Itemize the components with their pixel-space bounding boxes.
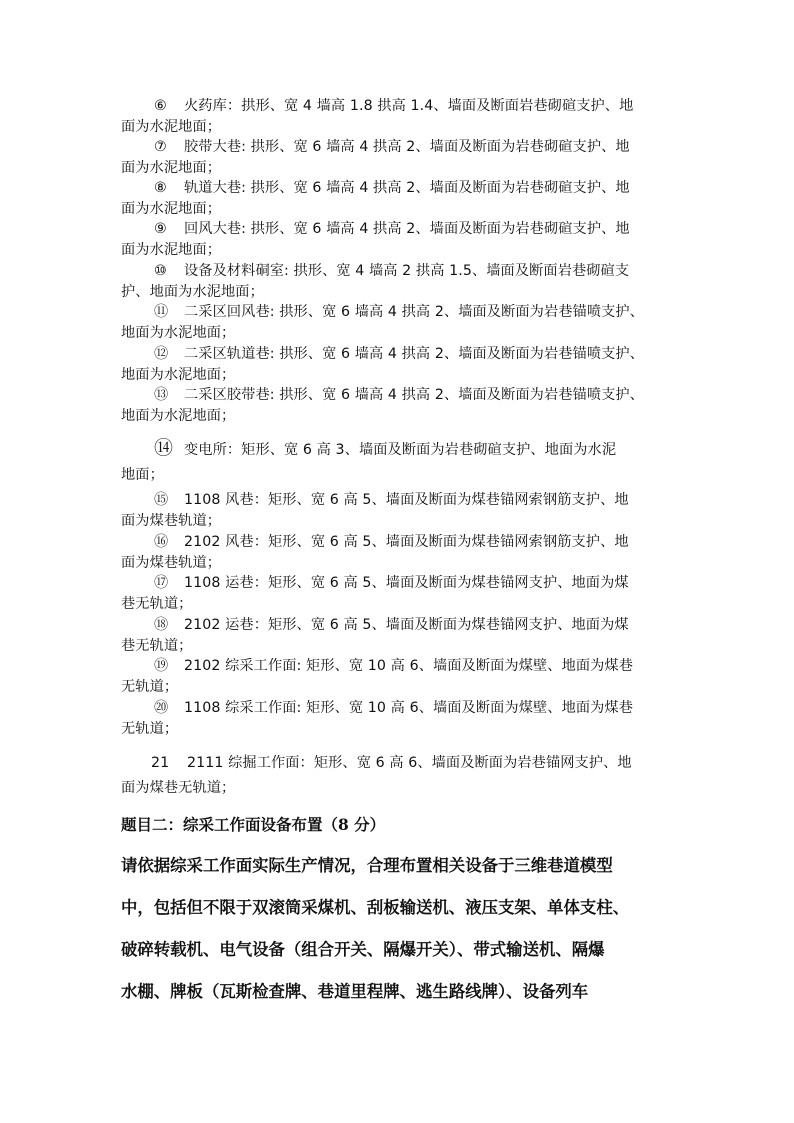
paragraph-line: 水棚、牌板（瓦斯检查牌、巷道里程牌、逃生路线牌）、设备列车	[121, 982, 589, 1001]
item-text-continued: 面为水泥地面；	[121, 160, 222, 176]
item-number: ⑫	[154, 346, 169, 362]
item-number: ⑥	[154, 98, 167, 114]
item-text-continued: 巷无轨道；	[121, 638, 193, 654]
item-number: ⑭	[154, 437, 174, 459]
item-text-continued: 面为煤巷轨道；	[121, 513, 222, 529]
list-item	[121, 753, 677, 799]
item-text-continued: 面为煤巷无轨道；	[121, 780, 236, 796]
paragraph-line: 请依据综采工作面实际生产情况，合理布置相关设备于三维巷道模型	[121, 856, 613, 875]
item-text-continued: 面为水泥地面；	[121, 201, 222, 217]
item-number: ⑧	[154, 180, 167, 196]
item-text: 回风大巷: 拱形、宽 6 墙高 4 拱高 2、墙面及断面为岩巷砌碹支护、地	[184, 221, 630, 237]
list-item	[121, 385, 677, 427]
item-number: 21	[151, 755, 170, 771]
item-text-continued: 无轨道；	[121, 721, 179, 737]
item-number: ⑮	[154, 492, 169, 508]
list-item	[121, 302, 677, 344]
item-text: 2102 风巷：矩形、宽 6 高 5、墙面及断面为煤巷锚网索钢筋支护、地	[184, 534, 629, 550]
item-text: 胶带大巷: 拱形、宽 6 墙高 4 拱高 2、墙面及断面为岩巷砌碹支护、地	[184, 139, 630, 155]
item-text: 2102 综采工作面: 矩形、宽 10 高 6、墙面及断面为煤壁、地面为煤巷	[184, 658, 634, 674]
item-text-continued: 地面为水泥地面；	[121, 367, 236, 383]
list-item	[121, 490, 677, 532]
paragraph-line: 中，包括但不限于双滚筒采煤机、刮板输送机、液压支架、单体支柱、	[121, 898, 630, 917]
item-number: ⑯	[154, 534, 169, 550]
item-text: 2111 综掘工作面：矩形、宽 6 高 6、墙面及断面为岩巷锚网支护、地	[187, 755, 632, 771]
item-text: 1108 综采工作面: 矩形、宽 10 高 6、墙面及断面为煤壁、地面为煤巷	[184, 700, 634, 716]
list-item	[121, 698, 677, 740]
item-number: ⑨	[154, 221, 167, 237]
list-item	[121, 96, 677, 138]
item-number: ⑩	[154, 263, 167, 279]
item-text: 设备及材料硐室: 拱形、宽 4 墙高 2 拱高 1.5、墙面及断面岩巷砌碹支	[184, 263, 630, 279]
paragraph-line: 破碎转载机、电气设备（组合开关、隔爆开关）、带式输送机、隔爆	[121, 940, 605, 959]
item-text: 1108 风巷：矩形、宽 6 高 5、墙面及断面为煤巷锚网索钢筋支护、地	[184, 492, 629, 508]
item-text: 二采区胶带巷: 拱形、宽 6 墙高 4 拱高 2、墙面及断面为岩巷锚喷支护、	[184, 387, 644, 403]
item-text-continued: 地面为水泥地面；	[121, 408, 236, 424]
item-number: ⑰	[154, 575, 169, 591]
item-text: 变电所：矩形、宽 6 高 3、墙面及断面为岩巷砌碹支护、地面为水泥	[184, 442, 617, 458]
list-item	[121, 261, 677, 303]
item-text-continued: 地面为水泥地面；	[121, 325, 236, 341]
item-text-continued: 无轨道；	[121, 679, 179, 695]
item-number: ⑱	[154, 617, 169, 633]
list-item	[121, 532, 677, 574]
item-text: 火药库：拱形、宽 4 墙高 1.8 拱高 1.4、墙面及断面岩巷砌碹支护、地	[184, 98, 634, 114]
item-text: 轨道大巷: 拱形、宽 6 墙高 4 拱高 2、墙面及断面为岩巷砌碹支护、地	[184, 180, 630, 196]
list-item	[121, 656, 677, 698]
item-number: ⑬	[154, 387, 169, 403]
item-text: 1108 运巷：矩形、宽 6 高 5、墙面及断面为煤巷锚网支护、地面为煤	[184, 575, 629, 591]
item-text: 二采区回风巷: 拱形、宽 6 墙高 4 拱高 2、墙面及断面为岩巷锚喷支护、	[184, 304, 644, 320]
item-text-continued: 面为水泥地面；	[121, 242, 222, 258]
item-number: ⑳	[154, 700, 169, 716]
item-text-continued: 地面；	[121, 467, 164, 483]
item-number: ⑲	[154, 658, 169, 674]
item-text: 2102 运巷：矩形、宽 6 高 5、墙面及断面为煤巷锚网支护、地面为煤	[184, 617, 629, 633]
list-item	[121, 219, 677, 261]
item-text-continued: 面为水泥地面；	[121, 119, 222, 135]
list-item	[121, 573, 677, 615]
item-text-continued: 护、地面为水泥地面；	[121, 284, 264, 300]
item-text: 二采区轨道巷: 拱形、宽 6 墙高 4 拱高 2、墙面及断面为岩巷锚喷支护、	[184, 346, 644, 362]
list-item	[121, 438, 677, 486]
list-item	[121, 137, 677, 179]
list-item	[121, 178, 677, 220]
section-heading: 题目二：综采工作面设备布置（8 分）	[121, 815, 386, 834]
list-item	[121, 344, 677, 386]
item-number: ⑪	[154, 304, 169, 320]
item-text-continued: 巷无轨道；	[121, 596, 193, 612]
item-text-continued: 面为煤巷轨道；	[121, 555, 222, 571]
item-number: ⑦	[154, 139, 167, 155]
list-item	[121, 615, 677, 657]
